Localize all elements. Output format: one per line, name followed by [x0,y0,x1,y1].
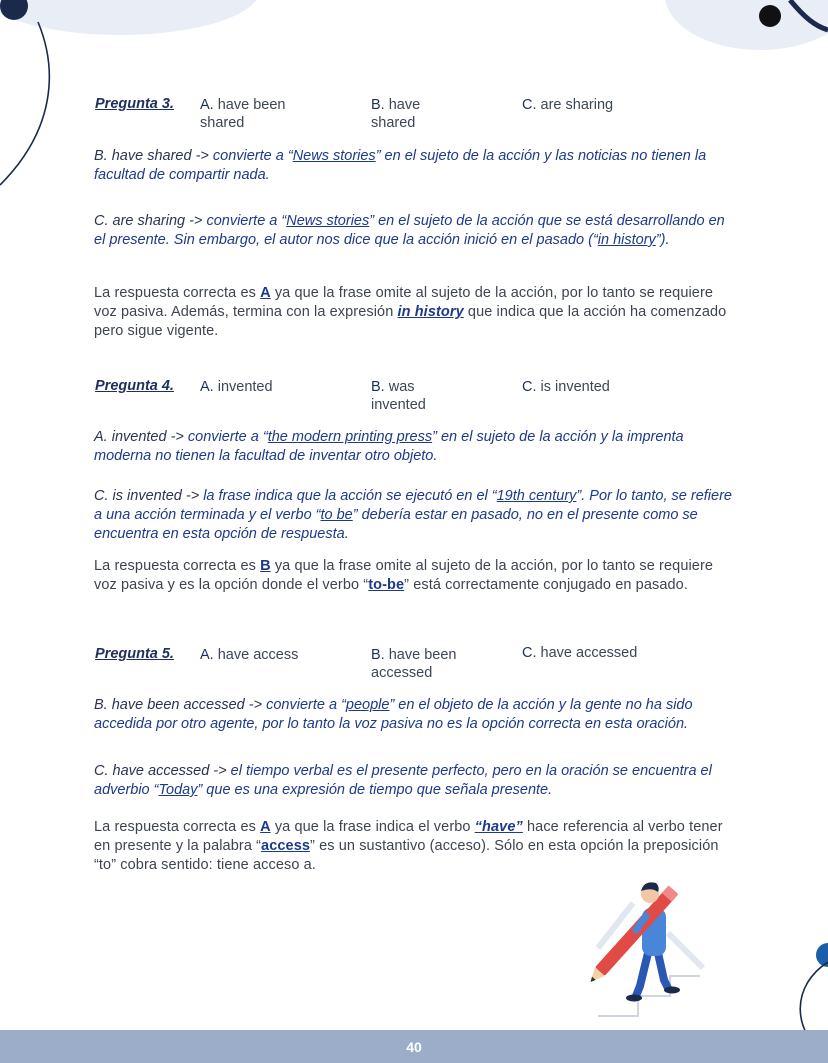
q3-option-a-text2: shared [200,115,245,131]
q5-option-c [522,644,672,662]
climbing-pencil-illustration [578,868,728,1030]
q3-answer: La respuesta correcta es A ya que la frase omite al sujeto de la acción, por lo tanto se requiere voz pasiva. Además, termina con la expresión in history que indica que la acción ha comenzado pero sigue vigente. [94,285,727,339]
q5-option-a-text: have access [217,647,299,663]
page-number: 40 [406,1039,422,1055]
q4-option-b-letter: B. [371,379,385,395]
stairs [598,976,700,1016]
q3-explanation-c: C. are sharing -> convierte a “News stories” en el sujeto de la acción que se está desarrollando en el presente. Sin embargo, el autor nos dice que la acción inició en el pasado (“in history”). [94,213,725,248]
q3-option-a-text1: have been [217,97,286,113]
q5-explanation-b: B. have been accessed -> convierte a “people” en el objeto de la acción y la gente no ha sido accedida por otro agente, por lo tanto la voz pasiva no es la opción correcta en esta oración. [94,697,693,732]
shoe-left [626,995,642,1002]
q4-answer: La respuesta correcta es B ya que la frase omite al sujeto de la acción, por lo tanto se requiere voz pasiva y es la opción donde el verbo “to-be” está correctamente conjugado en pasado. [94,558,714,593]
q5-option-c-letter: C. [522,645,537,661]
q5-option-b [371,646,491,682]
deco-blob-top-left [0,0,260,35]
q5-option-c-text: have accessed [540,645,638,661]
q3-option-c-letter: C. [522,97,537,113]
q3-explanation-b: B. have shared -> convierte a “News stories” en el sujeto de la acción y las noticias no tienen la facultad de compartir nada. [94,148,707,183]
q4-option-a [200,378,320,396]
q4-option-c-letter: C. [522,379,537,395]
q3-option-c [522,96,662,114]
deco-arc-left [0,22,49,185]
q5-option-b-letter: B. [371,647,385,663]
q4-option-c-text: is invented [540,379,610,395]
q3-option-a [200,96,320,132]
q5-option-b-text1: have been [388,647,457,663]
q5-option-b-text2: accessed [371,665,433,681]
q4-label: Pregunta 4. [95,378,174,394]
q5-label: Pregunta 5. [95,646,174,662]
q3-option-a-letter: A. [200,97,214,113]
q5-option-a [200,646,340,664]
q5-explanation-c: C. have accessed -> el tiempo verbal es el presente perfecto, pero en la oración se encuentra el adverbio “Today” que es una expresión de tiempo que señala presente. [94,763,712,798]
q4-option-c [522,378,662,396]
q4-explanation-a: A. invented -> convierte a “the modern printing press” en el sujeto de la acción y la imprenta moderna no tienen la facultad de inventar otro objeto. [94,429,684,464]
q5-answer: La respuesta correcta es A ya que la frase indica el verbo “have” hace referencia al verbo tener en presente y la palabra “access” es un sustantivo (acceso). Sólo en esta opción la preposición “to” cobra sentido: tiene acceso a. [94,819,723,873]
q3-option-b-letter: B. [371,97,385,113]
q3-option-b [371,96,481,132]
q4-option-a-text: invented [217,379,273,395]
deco-dot-top-right [759,5,781,27]
leg-right [658,953,668,988]
q3-option-c-text: are sharing [540,97,614,113]
q3-option-b-text1: have [388,97,421,113]
q4-option-b-text1: was [388,379,415,395]
q3-label: Pregunta 3. [95,96,174,112]
q4-option-b [371,378,481,414]
arrow-faded-2 [668,933,703,968]
q4-option-b-text2: invented [371,397,426,413]
q3-option-b-text2: shared [371,115,416,131]
q4-explanation-c: C. is invented -> la frase indica que la acción se ejecutó en el “19th century”. Por lo tanto, se refiere a una acción terminada y el verbo “to be” debería estar en pasado, no en el presente como se encuentra en esta opción de respuesta. [94,488,732,542]
deco-blob-top-right [665,0,828,50]
leg-left [636,953,648,996]
q4-option-a-letter: A. [200,379,214,395]
shoe-right [664,987,680,994]
q5-option-a-letter: A. [200,647,214,663]
